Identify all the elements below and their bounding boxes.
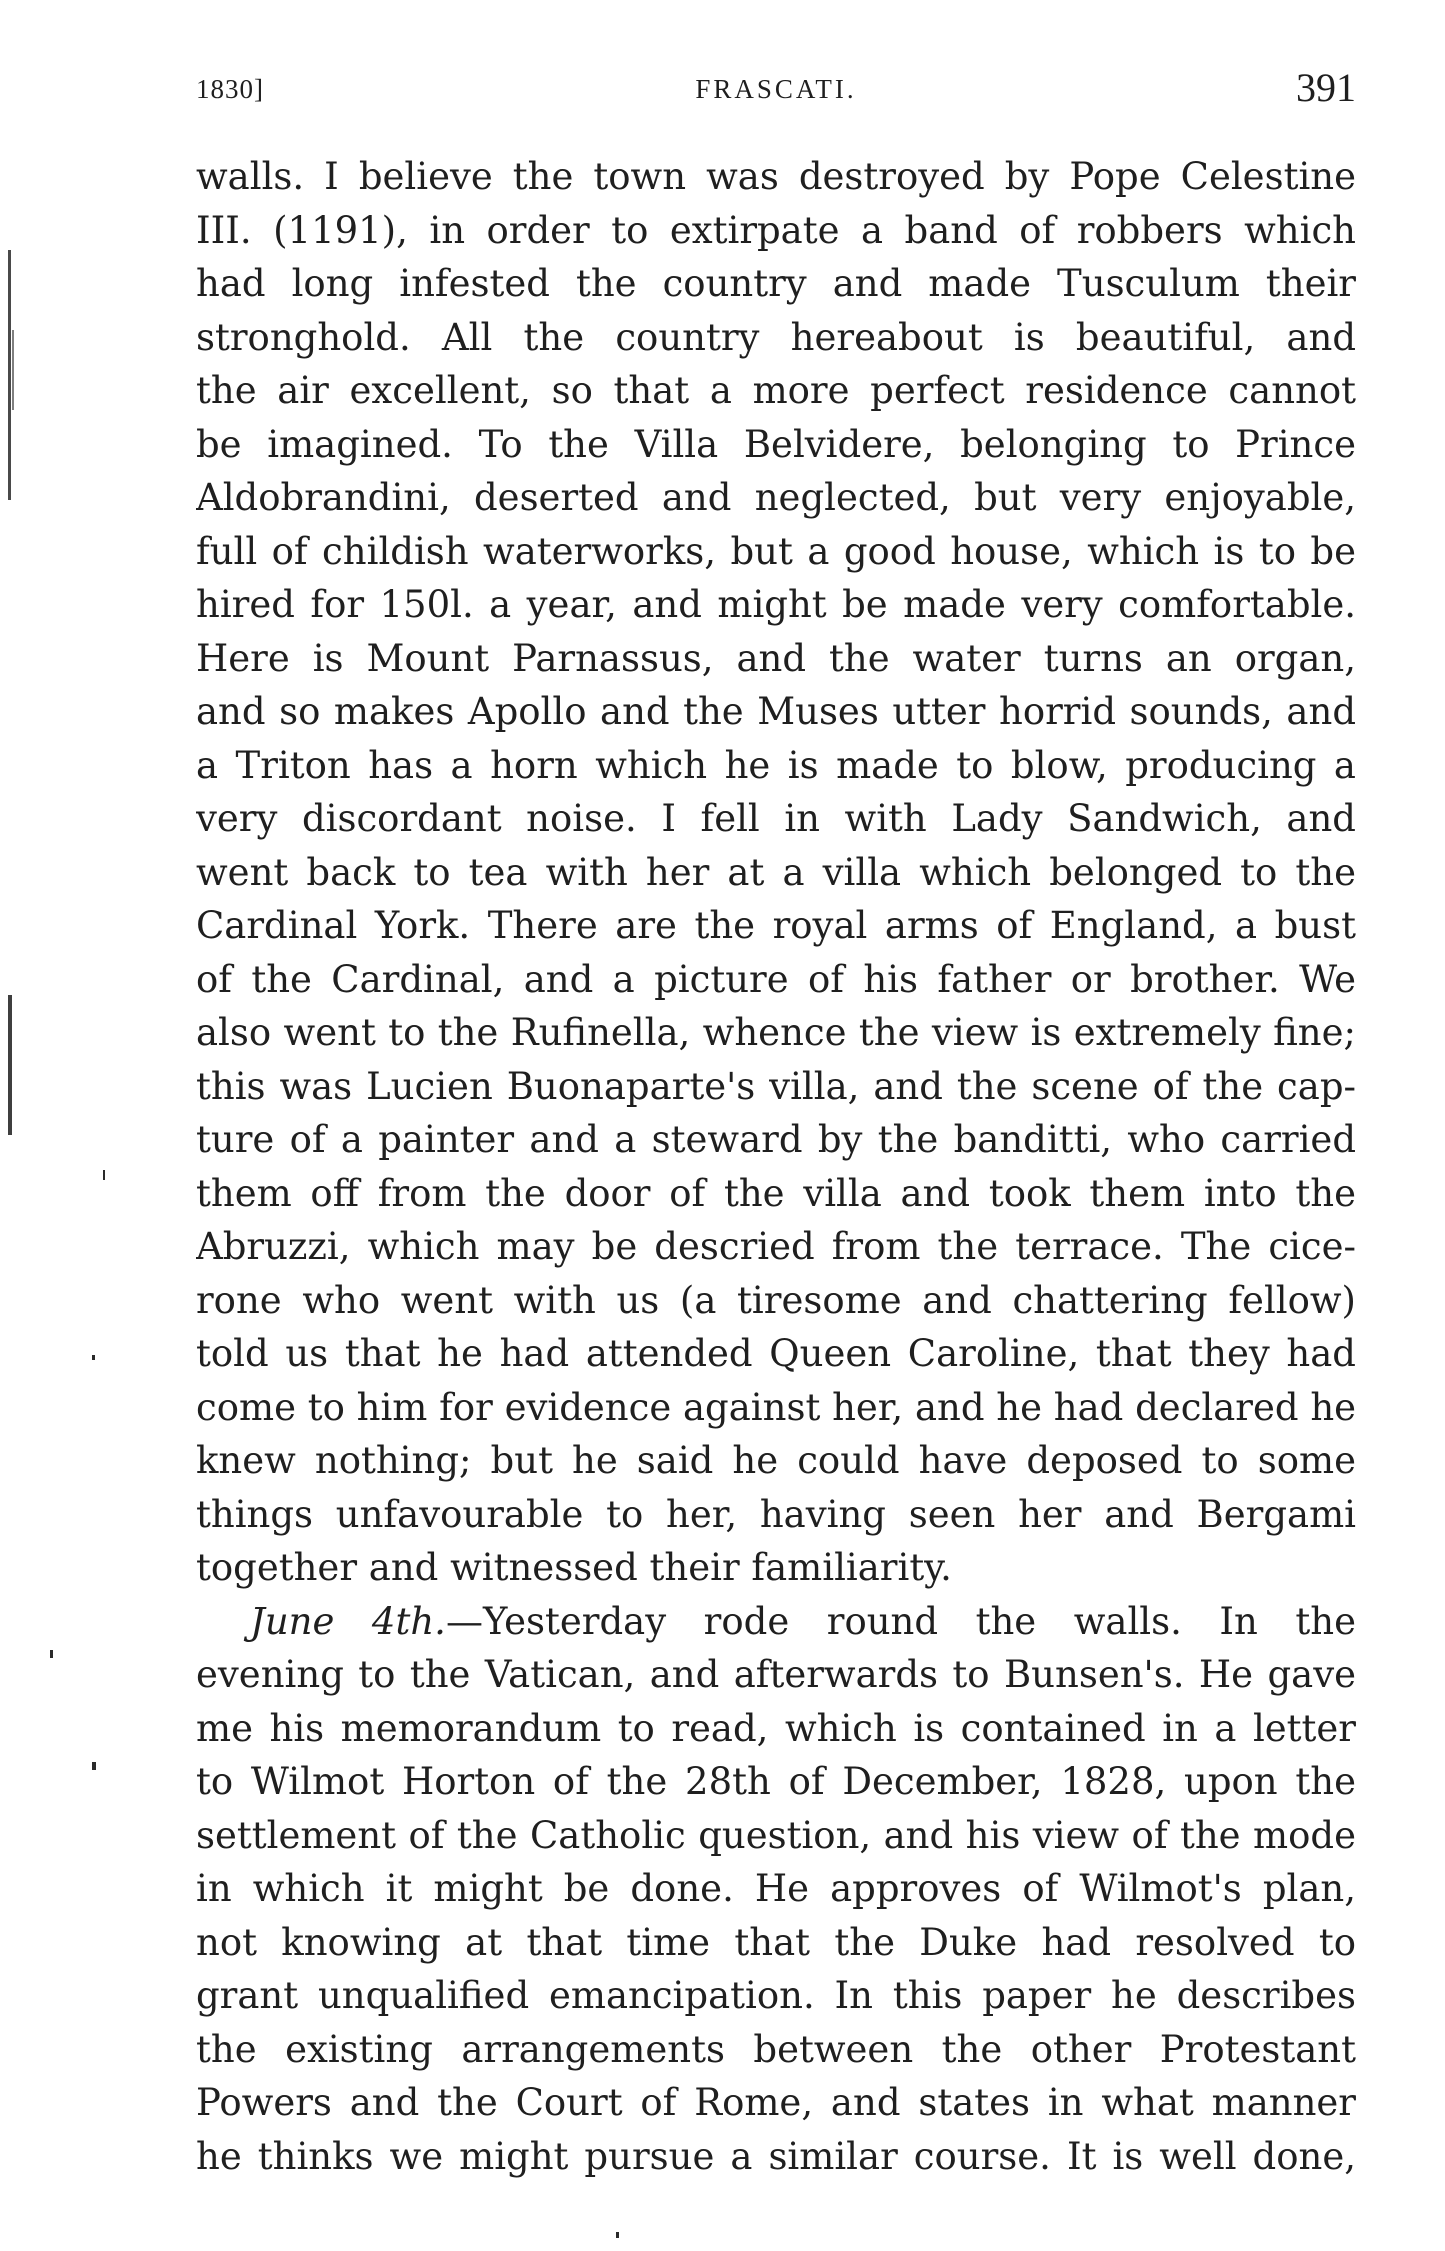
scan-mark <box>50 1650 53 1658</box>
text-line: full of childish waterworks, but a good house, which is to be <box>196 529 1356 573</box>
text-line: knew nothing; but he said he could have deposed to some <box>196 1439 1356 1482</box>
header-title: FRASCATI. <box>695 74 857 104</box>
text-line: Aldobrandini, deserted and neglected, but very enjoyable, <box>196 476 1356 519</box>
text-line: come to him for evidence against her, and he had declared he <box>196 1385 1356 1429</box>
text-line: Here is Mount Parnassus, and the water turns an organ, <box>196 636 1356 680</box>
text-line: Cardinal York. There are the royal arms of England, a bust <box>196 904 1356 947</box>
scan-mark <box>103 1170 105 1180</box>
text-line: be imagined. To the Villa Belvidere, belonging to Prince <box>196 422 1356 466</box>
text-line: also went to the Rufinella, whence the view is extremely fine; <box>196 1011 1356 1054</box>
text-line: and so makes Apollo and the Muses utter horrid sounds, and <box>196 690 1356 733</box>
text-line: had long infested the country and made Tusculum their <box>196 262 1356 305</box>
text-line: hired for 150l. a year, and might be made very comfortable. <box>196 583 1356 626</box>
text-line: told us that he had attended Queen Caroline, that they had <box>196 1332 1356 1375</box>
entry-date: June 4th. <box>250 1599 446 1643</box>
text-line: in which it might be done. He approves of Wilmot's plan, <box>196 1867 1356 1910</box>
running-head <box>196 58 1356 118</box>
text-line: this was Lucien Buonaparte's villa, and the scene of the cap- <box>196 1064 1356 1108</box>
scan-mark <box>92 1762 96 1770</box>
text-line: the existing arrangements between the other Protestant <box>196 2027 1356 2071</box>
text-line: the air excellent, so that a more perfect residence cannot <box>196 369 1356 412</box>
text-line: to Wilmot Horton of the 28th of December, 1828, upon the <box>196 1760 1356 1803</box>
page-number: 391 <box>1296 65 1356 110</box>
text-line: Abruzzi, which may be descried from the terrace. The cice- <box>196 1225 1356 1268</box>
scan-mark <box>92 1355 95 1360</box>
scan-mark <box>8 250 11 500</box>
text-line: ture of a painter and a steward by the banditti, who carried <box>196 1118 1356 1161</box>
text-line: rone who went with us (a tiresome and chattering fellow) <box>196 1278 1356 1322</box>
text-line: me his memorandum to read, which is contained in a letter <box>196 1706 1356 1750</box>
text-line: evening to the Vatican, and afterwards to Bunsen's. He gave <box>196 1653 1356 1696</box>
body-text <box>196 150 1356 2183</box>
text-line: he thinks we might pursue a similar course. It is well done, <box>196 2134 1356 2178</box>
text-line: settlement of the Catholic question, and his view of the mode <box>196 1813 1356 1857</box>
text-line: of the Cardinal, and a picture of his father or brother. We <box>196 957 1356 1001</box>
scan-mark <box>616 2232 619 2238</box>
text-line: Powers and the Court of Rome, and states in what manner <box>196 2081 1356 2124</box>
scan-mark <box>8 995 12 1135</box>
text-line: stronghold. All the country hereabout is beautiful, and <box>196 315 1356 359</box>
text-line: grant unqualified emancipation. In this paper he describes <box>196 1974 1356 2017</box>
text-line: III. (1191), in order to extirpate a band of robbers which <box>196 208 1356 252</box>
text-line: a Triton has a horn which he is made to blow, producing a <box>196 743 1356 787</box>
scan-mark <box>12 330 14 410</box>
paragraph-end-line: together and witnessed their familiarity. <box>196 1546 952 1589</box>
text-line: very discordant noise. I fell in with Lady Sandwich, and <box>196 797 1356 840</box>
text-line: went back to tea with her at a villa which belonged to the <box>196 850 1356 894</box>
entry-first-line <box>196 1595 1356 1649</box>
text-line: them off from the door of the villa and took them into the <box>196 1171 1356 1215</box>
text-line: not knowing at that time that the Duke had resolved to <box>196 1920 1356 1964</box>
text-line: walls. I believe the town was destroyed by Pope Celestine <box>196 155 1356 198</box>
entry-first-line-text: —Yesterday rode round the walls. In the <box>445 1599 1356 1643</box>
header-year: 1830] <box>196 74 264 104</box>
text-line: things unfavourable to her, having seen her and Bergami <box>196 1492 1356 1536</box>
